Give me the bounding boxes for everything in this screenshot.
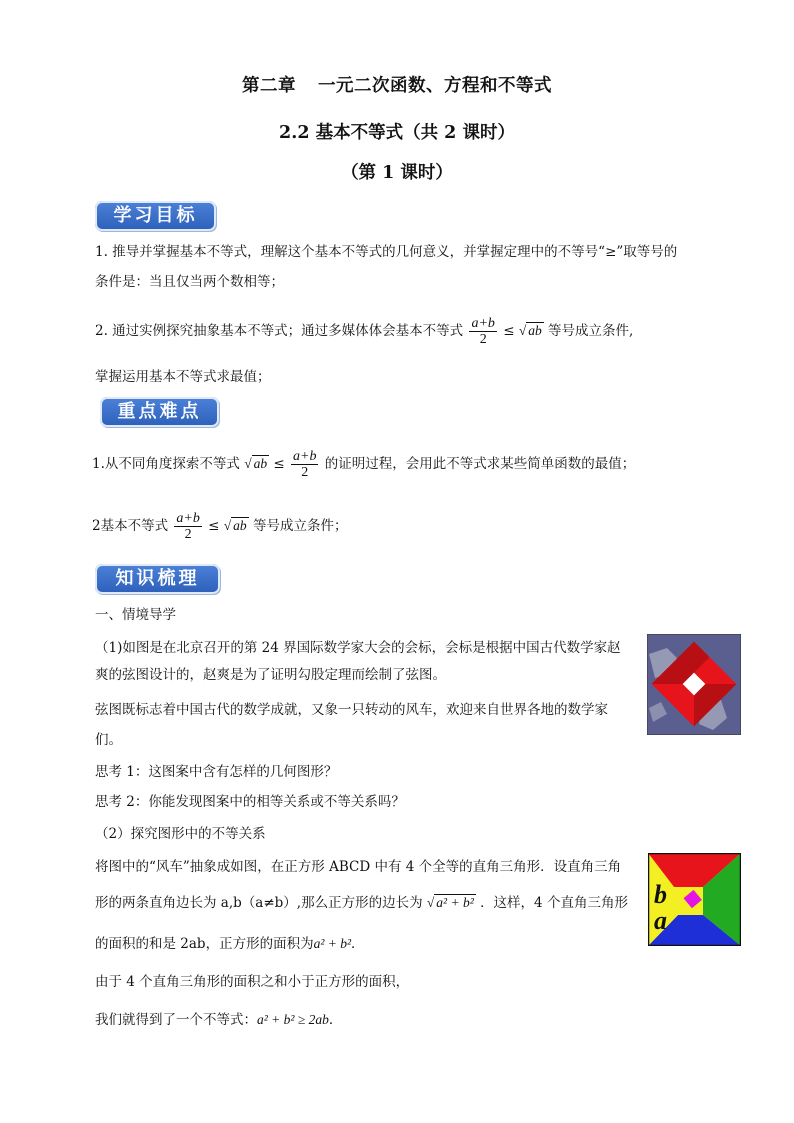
chapter-title — [0, 72, 794, 97]
paragraph-3: 由于 4 个直角三角形的面积之和小于正方形的面积， — [95, 974, 410, 990]
section-heading: 一、情境导学 — [95, 607, 176, 623]
paragraph-4 — [95, 1009, 342, 1031]
chapter-number: 第二章 — [242, 76, 296, 96]
objective-1-line-1: 1. 推导并掌握基本不等式，理解这个基本不等式的几何意义，并掌握定理中的不等号“≥”取等号的 — [95, 244, 678, 260]
paragraph-1-line-4: 们。 — [95, 732, 122, 748]
key-points-banner: 重点难点 — [100, 397, 219, 427]
knowledge-banner: 知识梳理 — [95, 564, 220, 594]
paragraph-2-line-3-end: ． — [351, 936, 365, 952]
key-point-2-text-end: 等号成立条件； — [252, 518, 348, 534]
chapter-name: 一元二次函数、方程和不等式 — [318, 76, 552, 96]
final-inequality: a² + b² ≥ 2ab — [257, 1012, 329, 1027]
paragraph-2-line-3-text: 的面积的和是 2ab，正方形的面积为 — [95, 936, 314, 952]
leq-symbol: ≤ — [503, 323, 515, 339]
paragraph-1-line-2: 爽的弦图设计的，赵爽是为了证明勾股定理而绘制了弦图。 — [95, 667, 446, 683]
key-point-1-text: 1.从不同角度探索不等式 — [92, 456, 240, 472]
section-title: 2.2 基本不等式（共 2 课时） — [279, 123, 515, 143]
sqrt-a2-plus-b2: √ a² + b² — [426, 895, 474, 910]
objective-2-text: 2. 通过实例探究抽象基本不等式；通过多媒体体会基本不等式 — [95, 323, 464, 339]
key-point-1 — [92, 444, 635, 484]
label-b: b — [654, 880, 667, 909]
fraction-a-plus-b-over-2: $\frac{a+b}{2}$ — [176, 511, 200, 542]
key-point-2-text: 2基本不等式 — [92, 518, 169, 534]
fraction-a-plus-b-over-2: $\frac{a+b}{2}$ — [471, 316, 495, 347]
windmill-logo-svg — [647, 634, 741, 735]
leq-symbol: ≤ — [208, 518, 220, 534]
fraction-a-plus-b-over-2: $\frac{a+b}{2}$ — [293, 449, 317, 480]
lesson-title: （第 1 课时） — [341, 163, 453, 183]
objective-2-text-end: 等号成立条件, — [548, 323, 634, 339]
paragraph-2-line-2 — [95, 886, 628, 920]
paragraph-2-line-3 — [95, 933, 365, 955]
label-a: a — [654, 906, 667, 935]
sqrt-ab: √ ab — [244, 456, 268, 471]
sqrt-ab: √ ab — [518, 323, 542, 338]
paragraph-2-line-1: 将图中的“风车”抽象成如图，在正方形 ABCD 中有 4 个全等的直角三角形．设直角三角 — [95, 859, 622, 875]
paragraph-1-line-3: 弦图既标志着中国古代的数学成就，又象一只转动的风车，欢迎来自世界各地的数学家 — [95, 702, 608, 718]
paragraph-1-line-1: （1)如图是在北京召开的第 24 界国际数学家大会的会标，会标是根据中国古代数学家赵 — [95, 640, 621, 656]
paragraph-4-end: ． — [328, 1012, 343, 1028]
square-diagram-svg — [648, 853, 741, 946]
subheading-2: （2）探究图形中的不等关系 — [95, 826, 266, 842]
congress-logo-image — [647, 634, 741, 735]
objective-1-line-2: 条件是：当且仅当两个数相等； — [95, 274, 284, 290]
paragraph-2-line-2-end: ．这样，4 个直角三角形 — [480, 895, 628, 911]
abcd-square-figure — [648, 853, 741, 946]
expr-a2-plus-b2: a² + b² — [313, 936, 352, 951]
key-point-2 — [92, 506, 347, 546]
objective-2-line-1 — [95, 311, 633, 351]
paragraph-4-text: 我们就得到了一个不等式： — [95, 1012, 257, 1028]
objective-2-line-2: 掌握运用基本不等式求最值； — [95, 369, 271, 385]
think-question-1: 思考 1：这图案中含有怎样的几何图形？ — [95, 764, 338, 780]
paragraph-2-line-2-text: 形的两条直角边长为 a,b（a≠b）,那么正方形的边长为 — [95, 895, 423, 911]
key-point-1-text-end: 的证明过程，会用此不等式求某些简单函数的最值； — [324, 456, 636, 472]
objectives-banner: 学习目标 — [95, 201, 216, 231]
leq-symbol: ≤ — [273, 456, 285, 472]
think-question-2: 思考 2：你能发现图案中的相等关系或不等关系吗？ — [95, 794, 405, 810]
sqrt-ab: √ ab — [223, 518, 247, 533]
